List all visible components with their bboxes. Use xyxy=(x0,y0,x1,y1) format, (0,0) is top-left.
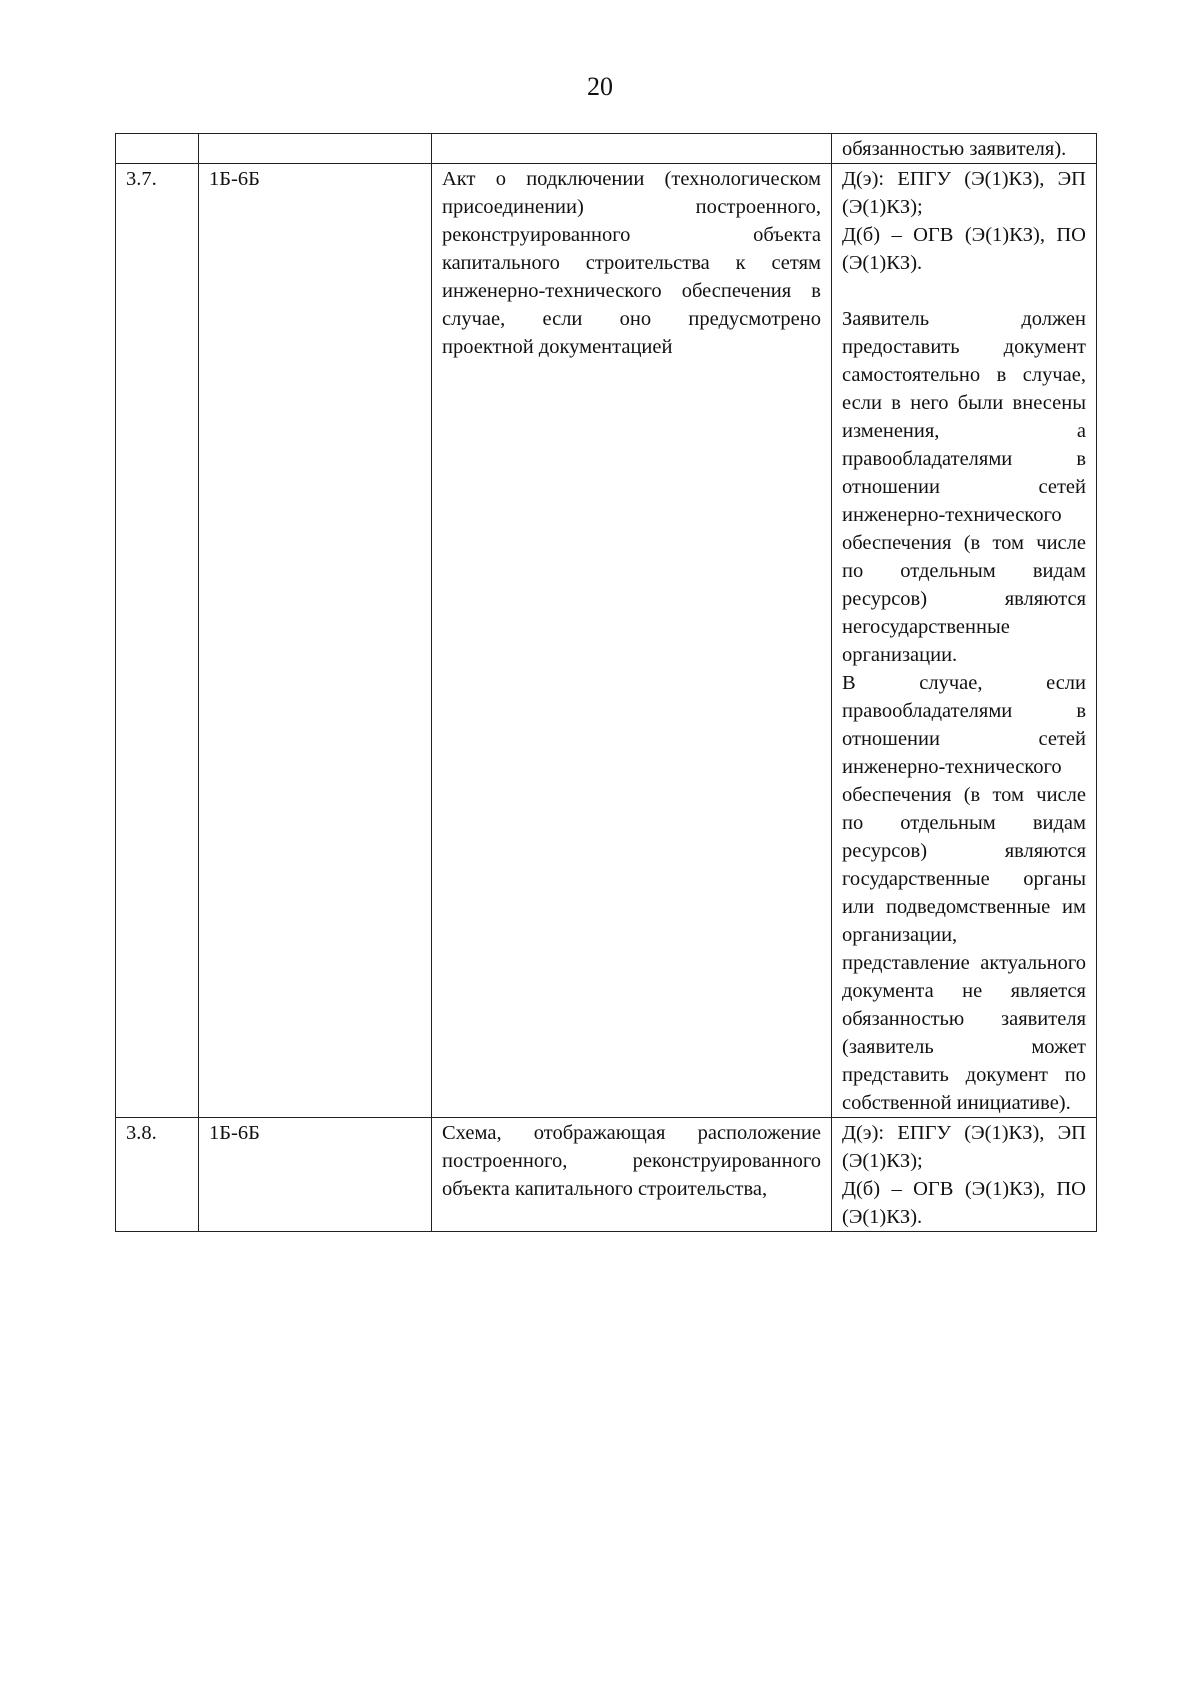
row-code-cell: 1Б-6Б xyxy=(199,1118,432,1232)
page-number: 20 xyxy=(587,72,613,101)
source-text: Заявитель должен предоставить документ самостоятельно в случае, если в него были внесены изменения, а правообладателями в отношении сетей инженерно-технического обеспечения (в том числе по отдельным видам ресурсов) являются негосударственные организации. xyxy=(842,308,1086,666)
source-text: В случае, если правообладателями в отношении сетей инженерно-технического обеспечения (в том числе по отдельным видам ресурсов) являются государственные органы или подведомственные им организации, представление актуального документа не является обязанностью заявителя (заявитель может представить документ по собственной инициативе). xyxy=(842,672,1086,1114)
table-row xyxy=(116,134,1097,164)
source-text: Д(э): ЕПГУ (Э(1)КЗ), ЭП (Э(1)КЗ); xyxy=(842,1122,1086,1172)
document-name-cell xyxy=(432,164,832,1118)
row-number-cell xyxy=(116,134,199,164)
document-name-cell xyxy=(432,1118,832,1232)
document-table xyxy=(115,133,1097,1232)
row-code-cell xyxy=(199,134,432,164)
source-text: обязанностью заявителя). xyxy=(842,138,1067,160)
row-number-cell: 3.7. xyxy=(116,164,199,1118)
row-code-cell: 1Б-6Б xyxy=(199,164,432,1118)
source-cell xyxy=(832,164,1097,1118)
source-cell xyxy=(832,1118,1097,1232)
source-text: Д(э): ЕПГУ (Э(1)КЗ), ЭП (Э(1)КЗ); xyxy=(842,168,1086,218)
source-text: Д(б) – ОГВ (Э(1)КЗ), ПО (Э(1)КЗ). xyxy=(842,1178,1086,1228)
source-text: Д(б) – ОГВ (Э(1)КЗ), ПО (Э(1)КЗ). xyxy=(842,224,1086,274)
table-row xyxy=(116,164,1097,1118)
document-name-cell xyxy=(432,134,832,164)
document-name-text: Схема, отображающая расположение построенного, реконструированного объекта капитального строительства, xyxy=(442,1122,821,1200)
table-row xyxy=(116,1118,1097,1232)
document-name-text: Акт о подключении (технологическом присоединении) построенного, реконструированного объекта капитального строительства к сетям инженерно-технического обеспечения в случае, если оно предусмотрено проектной документацией xyxy=(442,168,821,358)
source-cell xyxy=(832,134,1097,164)
paragraph-gap xyxy=(842,277,1086,305)
row-number-cell: 3.8. xyxy=(116,1118,199,1232)
